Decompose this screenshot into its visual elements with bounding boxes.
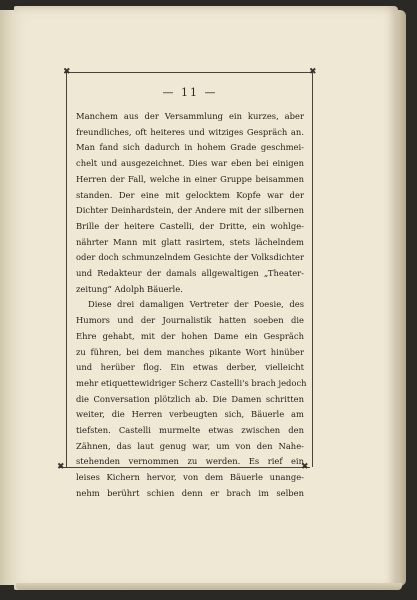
corner-ornament-top-right: ✖: [309, 67, 317, 77]
frame-top-rule: [66, 72, 313, 73]
text-line: und herüber flog. Ein etwas derber, vielleicht: [76, 362, 304, 373]
text-line: die Conversation plötzlich ab. Die Damen schritten: [76, 393, 304, 404]
text-line: nährter Mann mit glatt rasirtem, stets lächelndem: [76, 236, 304, 247]
text-line: Zähnen, das laut genug war, um von den Nahe-: [76, 440, 304, 451]
corner-ornament-bottom-left: ✖: [57, 462, 65, 472]
corner-ornament-bottom-right: ✖: [301, 462, 309, 472]
text-line: freundliches, oft heiteres und witziges Gespräch an.: [76, 126, 304, 137]
text-line: Man fand sich dadurch in hohem Grade geschmei-: [76, 142, 304, 153]
text-line: oder doch schmunzelndem Gesichte der Volksdichter: [76, 252, 304, 263]
text-line: Dichter Deinhardstein, der Andere mit der silbernen: [76, 205, 304, 216]
text-line: Ehre gehabt, mit der hohen Dame ein Gespräch: [76, 330, 304, 341]
text-line: tiefsten. Castelli murmelte etwas zwischen den: [76, 425, 304, 436]
text-line: zeitung“ Adolph Bäuerle.: [76, 283, 183, 294]
corner-ornament-top-left: ✖: [63, 67, 71, 77]
text-line: und Redakteur der damals allgewaltigen „Theater-: [76, 268, 304, 279]
page-number: — 11 —: [162, 86, 218, 99]
text-line: stehenden vernommen zu werden. Es rief ein: [76, 456, 304, 467]
text-line: weiter, die Herren verbeugten sich, Bäuerle am: [76, 409, 304, 420]
text-line: Humors und der Journalistik hatten soeben die: [76, 315, 304, 326]
text-line: Herren der Fall, welche in einer Gruppe beisammen: [76, 173, 304, 184]
left-page-edge: [0, 10, 15, 585]
text-line: leises Kichern hervor, von dem Bäuerle unange-: [76, 472, 304, 483]
text-line: chelt und ausgezeichnet. Dies war eben bei einigen: [76, 158, 304, 169]
text-line: standen. Der eine mit gelocktem Kopfe war der: [76, 189, 304, 200]
body-text: [76, 109, 307, 502]
page-bottom-edge: [16, 583, 402, 590]
text-line: mehr etiquettewidriger Scherz Castelli's brach jedoch: [76, 377, 307, 388]
text-line: nehm berührt schien denn er brach im selben: [76, 487, 304, 498]
text-line: zu führen, bei dem manches pikante Wort hinüber: [76, 346, 304, 357]
text-line: Manchem aus der Versammlung ein kurzes, aber: [76, 111, 304, 121]
text-line: Diese drei damaligen Vertreter der Poesie, des: [88, 299, 304, 310]
text-line: Brille der heitere Castelli, der Dritte, ein wohlge-: [76, 220, 304, 231]
